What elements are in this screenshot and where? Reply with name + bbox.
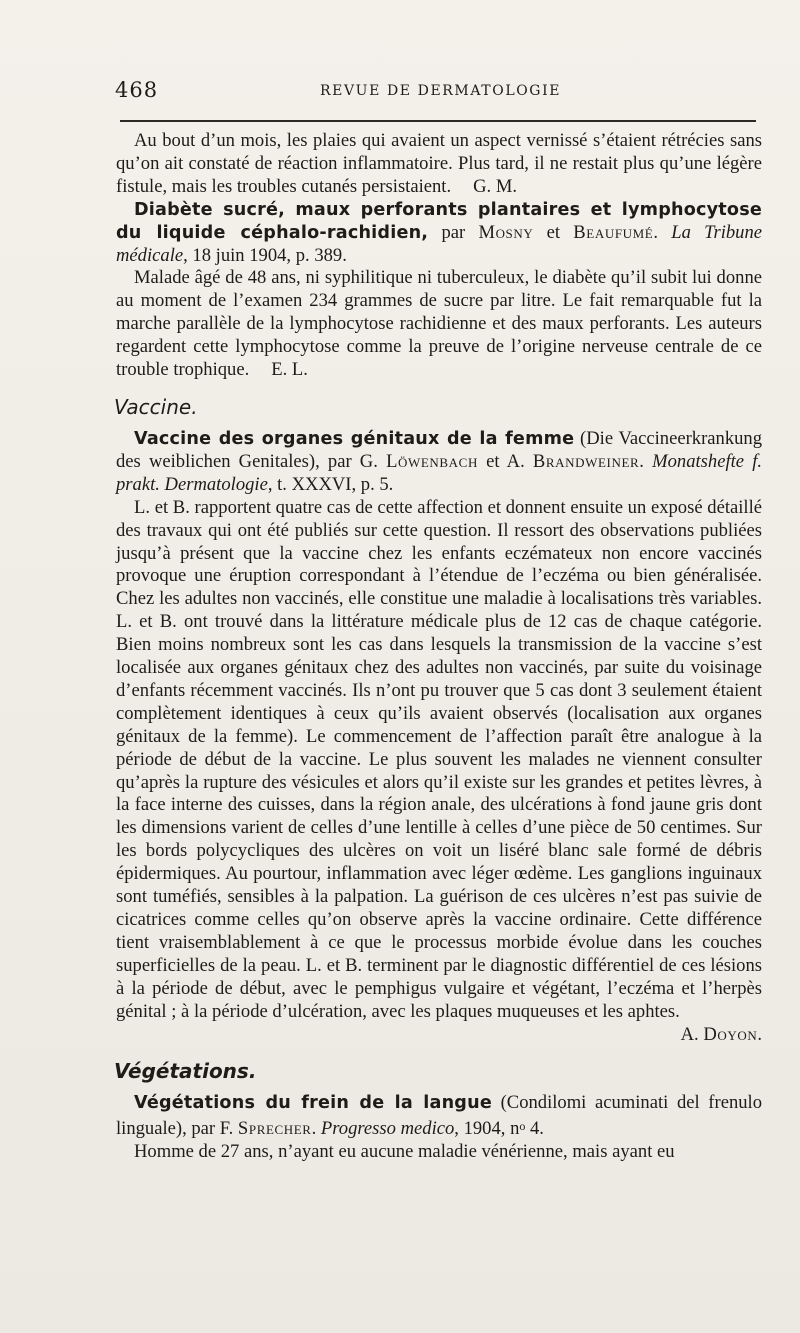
header-rule	[120, 120, 756, 122]
journal-name: Monatshefte f. prakt. Dermatologie	[116, 450, 763, 495]
citation-number: 4.	[525, 1118, 544, 1140]
signature: E. L.	[271, 359, 308, 381]
author-name: Mosny	[478, 221, 534, 243]
signature: G. M.	[473, 175, 518, 197]
page-number: 468	[115, 78, 159, 102]
article-subtitle: (Condilomi acuminati del frenulo linguale), par F.	[116, 1092, 762, 1140]
citation-separator: .	[639, 450, 653, 472]
citation-number-sign: o	[519, 1119, 526, 1134]
article-abstract	[116, 1141, 762, 1164]
abstract-text: Homme de 27 ans, n’ayant eu aucune maladie vénérienne, mais ayant eu	[134, 1141, 675, 1163]
article-abstract	[116, 497, 762, 1047]
author-name: Löwenbach	[386, 450, 478, 472]
article-subtitle: (Die Vaccineerkrankung des weiblichen Genitales), par G.	[116, 427, 763, 472]
article-title: Diabète sucré, maux perforants plantaires et lymphocytose du liquide céphalo-rachidien,	[116, 199, 762, 243]
article-title: Vaccine des organes génitaux de la femme	[134, 428, 575, 449]
journal-name: La Tribune médicale	[116, 221, 762, 266]
signature-name: Doyon	[703, 1023, 758, 1045]
abstract-text: L. et B. rapportent quatre cas de cette affection et donnent ensuite un exposé détaillé des travaux qui ont été publiés sur cette question. Il ressort des observations publiées jusqu’à présent que la vaccine chez les enfants eczémateux non encore vaccinés provoque une éruption correspondant à l’étendue de l’eczéma ou bien généralisée. Chez les adultes non vaccinés, elle constitue une maladie à localisations très variables. L. et B. ont trouvé dans la littérature médicale plus de 12 cas de chaque catégorie. Bien moins nombreux sont les cas dans lesquels la transmission de la vaccine s’est localisée aux organes génitaux chez des adultes non vaccinés, par suite du voisinage d’enfants récemment vaccinés. Ils n’ont pu trouver que 5 cas dont 3 seulement étaient complètement identiques à ceux qu’ils avaient observés (localisation aux organes génitaux de la femme). Le commencement de l’affection paraît être analogue à la période de début de la vaccine. Le plus souvent les malades ne viennent consulter qu’après la rupture des vésicules et alors qu’il existe sur les grandes et petites lèvres, à la face interne des cuisses, dans la région anale, des ulcérations à fond jaune gris dont les dimensions varient de celles d’une lentille à celles d’une pièce de 50 centimes. Sur les bords polycycliques des ulcères on voit un liséré blanc sale formé de débris épidermiques. Au pourtour, inflammation avec léger œdème. Les ganglions inguinaux sont tuméfiés, sensibles à la palpation. La guérison de ces ulcères n’est pas suivie de cicatrices comme celles qu’on observe après la vaccine ordinaire. Cette différence tient vraisemblablement à ce que le processus morbide évolue dans les couches superficielles de la peau. L. et B. terminent par le diagnostic différentiel de ces lésions à la période de début, avec le pemphigus vulgaire et végétant, l’eczéma et l’herpès génital ; à la période d’ulcération, avec les plaques muqueuses et les aphtes.	[116, 496, 762, 1022]
citation-separator: .	[653, 221, 672, 243]
article-citation	[116, 428, 762, 497]
citation-separator: .	[311, 1118, 321, 1140]
citation-and: et	[533, 221, 574, 243]
page-header	[115, 78, 763, 108]
running-title: REVUE DE DERMATOLOGIE	[320, 83, 562, 99]
journal-name: Progresso medico	[320, 1118, 455, 1140]
signature	[663, 1024, 762, 1047]
citation-by: par	[428, 221, 479, 243]
article-citation	[116, 1092, 762, 1141]
author-name: Brandweiner	[532, 450, 640, 472]
article-abstract	[116, 267, 762, 382]
signature-initial: A.	[680, 1023, 704, 1045]
section-heading: Végétations.	[114, 1059, 257, 1084]
author-name: Sprecher	[237, 1118, 312, 1140]
citation-reference: , 1904, n	[454, 1118, 520, 1140]
citation-reference: , 18 juin 1904, p. 389.	[183, 244, 347, 266]
citation-reference: , t. XXXVI, p. 5.	[267, 473, 394, 495]
citation-and: et A.	[477, 450, 533, 472]
section-heading: Vaccine.	[114, 394, 198, 419]
signature-end: .	[757, 1023, 762, 1045]
article-citation	[116, 199, 762, 268]
page-body	[116, 130, 762, 1164]
abstract-text: Malade âgé de 48 ans, ni syphilitique ni tuberculeux, le diabète qu’il subit lui donne au moment de l’examen 234 grammes de sucre par litre. Le fait remarquable fut la marche parallèle de la lymphocytose rachidienne et des maux perforants. Les auteurs regardent cette lymphocytose comme la preuve de l’origine nerveuse centrale de ce trouble trophique.	[116, 267, 762, 381]
continued-paragraph-text: Au bout d’un mois, les plaies qui avaient un aspect vernissé s’étaient rétrécies sans qu’on ait constaté de réaction inflammatoire. Plus tard, il ne restait plus qu’une légère fistule, mais les troubles cutanés persistaient.	[116, 130, 762, 197]
author-name: Beaufumé	[573, 221, 654, 243]
continued-paragraph	[116, 130, 762, 199]
article-title: Végétations du frein de la langue	[134, 1093, 492, 1114]
